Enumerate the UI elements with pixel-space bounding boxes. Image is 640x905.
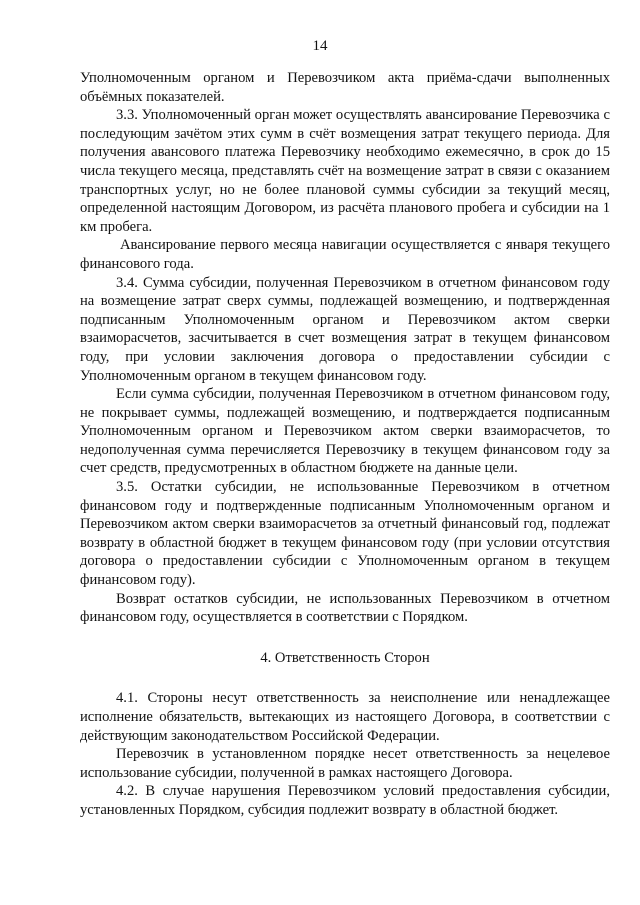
paragraph: Перевозчик в установленном порядке несет ответственность за нецелевое использование субсидии, полученной в рамках настоящего Договора. <box>80 746 610 781</box>
paragraph: Авансирование первого месяца навигации осуществляется с января текущего финансового года. <box>80 237 610 272</box>
paragraph: 3.4. Сумма субсидии, полученная Перевозчиком в отчетном финансовом году на возмещение затрат сверх суммы, подлежащей возмещению, и подтвержденная подписанным Уполномоченным органом и Перевозчиком актом сверки взаиморасчетов, засчитывается в счет возмещения затрат в текущем финансовом году, при условии заключения договора о предоставлении субсидии с Уполномоченным органом в текущем финансовом году. <box>80 274 610 384</box>
paragraph: 4.1. Стороны несут ответственность за неисполнение или ненадлежащее исполнение обязательств, вытекающих из настоящего Договора, в соответствии с действующим законодательством Российской Федерации. <box>80 690 610 744</box>
paragraph: Возврат остатков субсидии, не использованных Перевозчиком в отчетном финансовом году, осуществляется в соответствии с Порядком. <box>80 590 610 626</box>
paragraph: Уполномоченным органом и Перевозчиком акта приёма-сдачи выполненных объёмных показателей. <box>80 70 610 105</box>
document-body <box>80 69 610 820</box>
paragraph: 3.5. Остатки субсидии, не использованные Перевозчиком в отчетном финансовом году и подтвержденные подписанным Уполномоченным органом и Перевозчиком актом сверки взаиморасчетов за отчетный финансовый год, подлежат возврату в областной бюджет в текущем финансовом году (при условии отсутствия договора о предоставлении субсидии с Уполномоченным органом в текущем финансовом году). <box>80 479 610 589</box>
paragraph: 4.2. В случае нарушения Перевозчиком условий предоставления субсидии, установленных Порядком, субсидия подлежит возврату в областной бюджет. <box>80 783 610 818</box>
section-title: 4. Ответственность Сторон <box>260 649 430 666</box>
paragraph: Если сумма субсидии, полученная Перевозчиком в отчетном финансовом году, не покрывает суммы, подлежащей возмещению, и подтверждается подписанным Уполномоченным органом и Перевозчиком актом сверки взаиморасчетов, то недополученная сумма перечисляется Перевозчику в текущем финансовом году за счет средств, предусмотренных в областном бюджете на данные цели. <box>80 386 610 477</box>
page-number: 14 <box>312 38 328 54</box>
paragraph: 3.3. Уполномоченный орган может осуществлять авансирование Перевозчика с последующим зачётом этих сумм в счёт возмещения затрат текущего периода. Для получения авансового платежа Перевозчику необходимо ежемесячно, в срок до 15 числа текущего месяца, представлять счёт на возмещение затрат в связи с оказанием транспортных услуг, но не более плановой суммы субсидии за текущий месяц, определенной настоящим Договором, из расчёта планового пробега и субсидии на 1 км пробега. <box>80 107 610 235</box>
